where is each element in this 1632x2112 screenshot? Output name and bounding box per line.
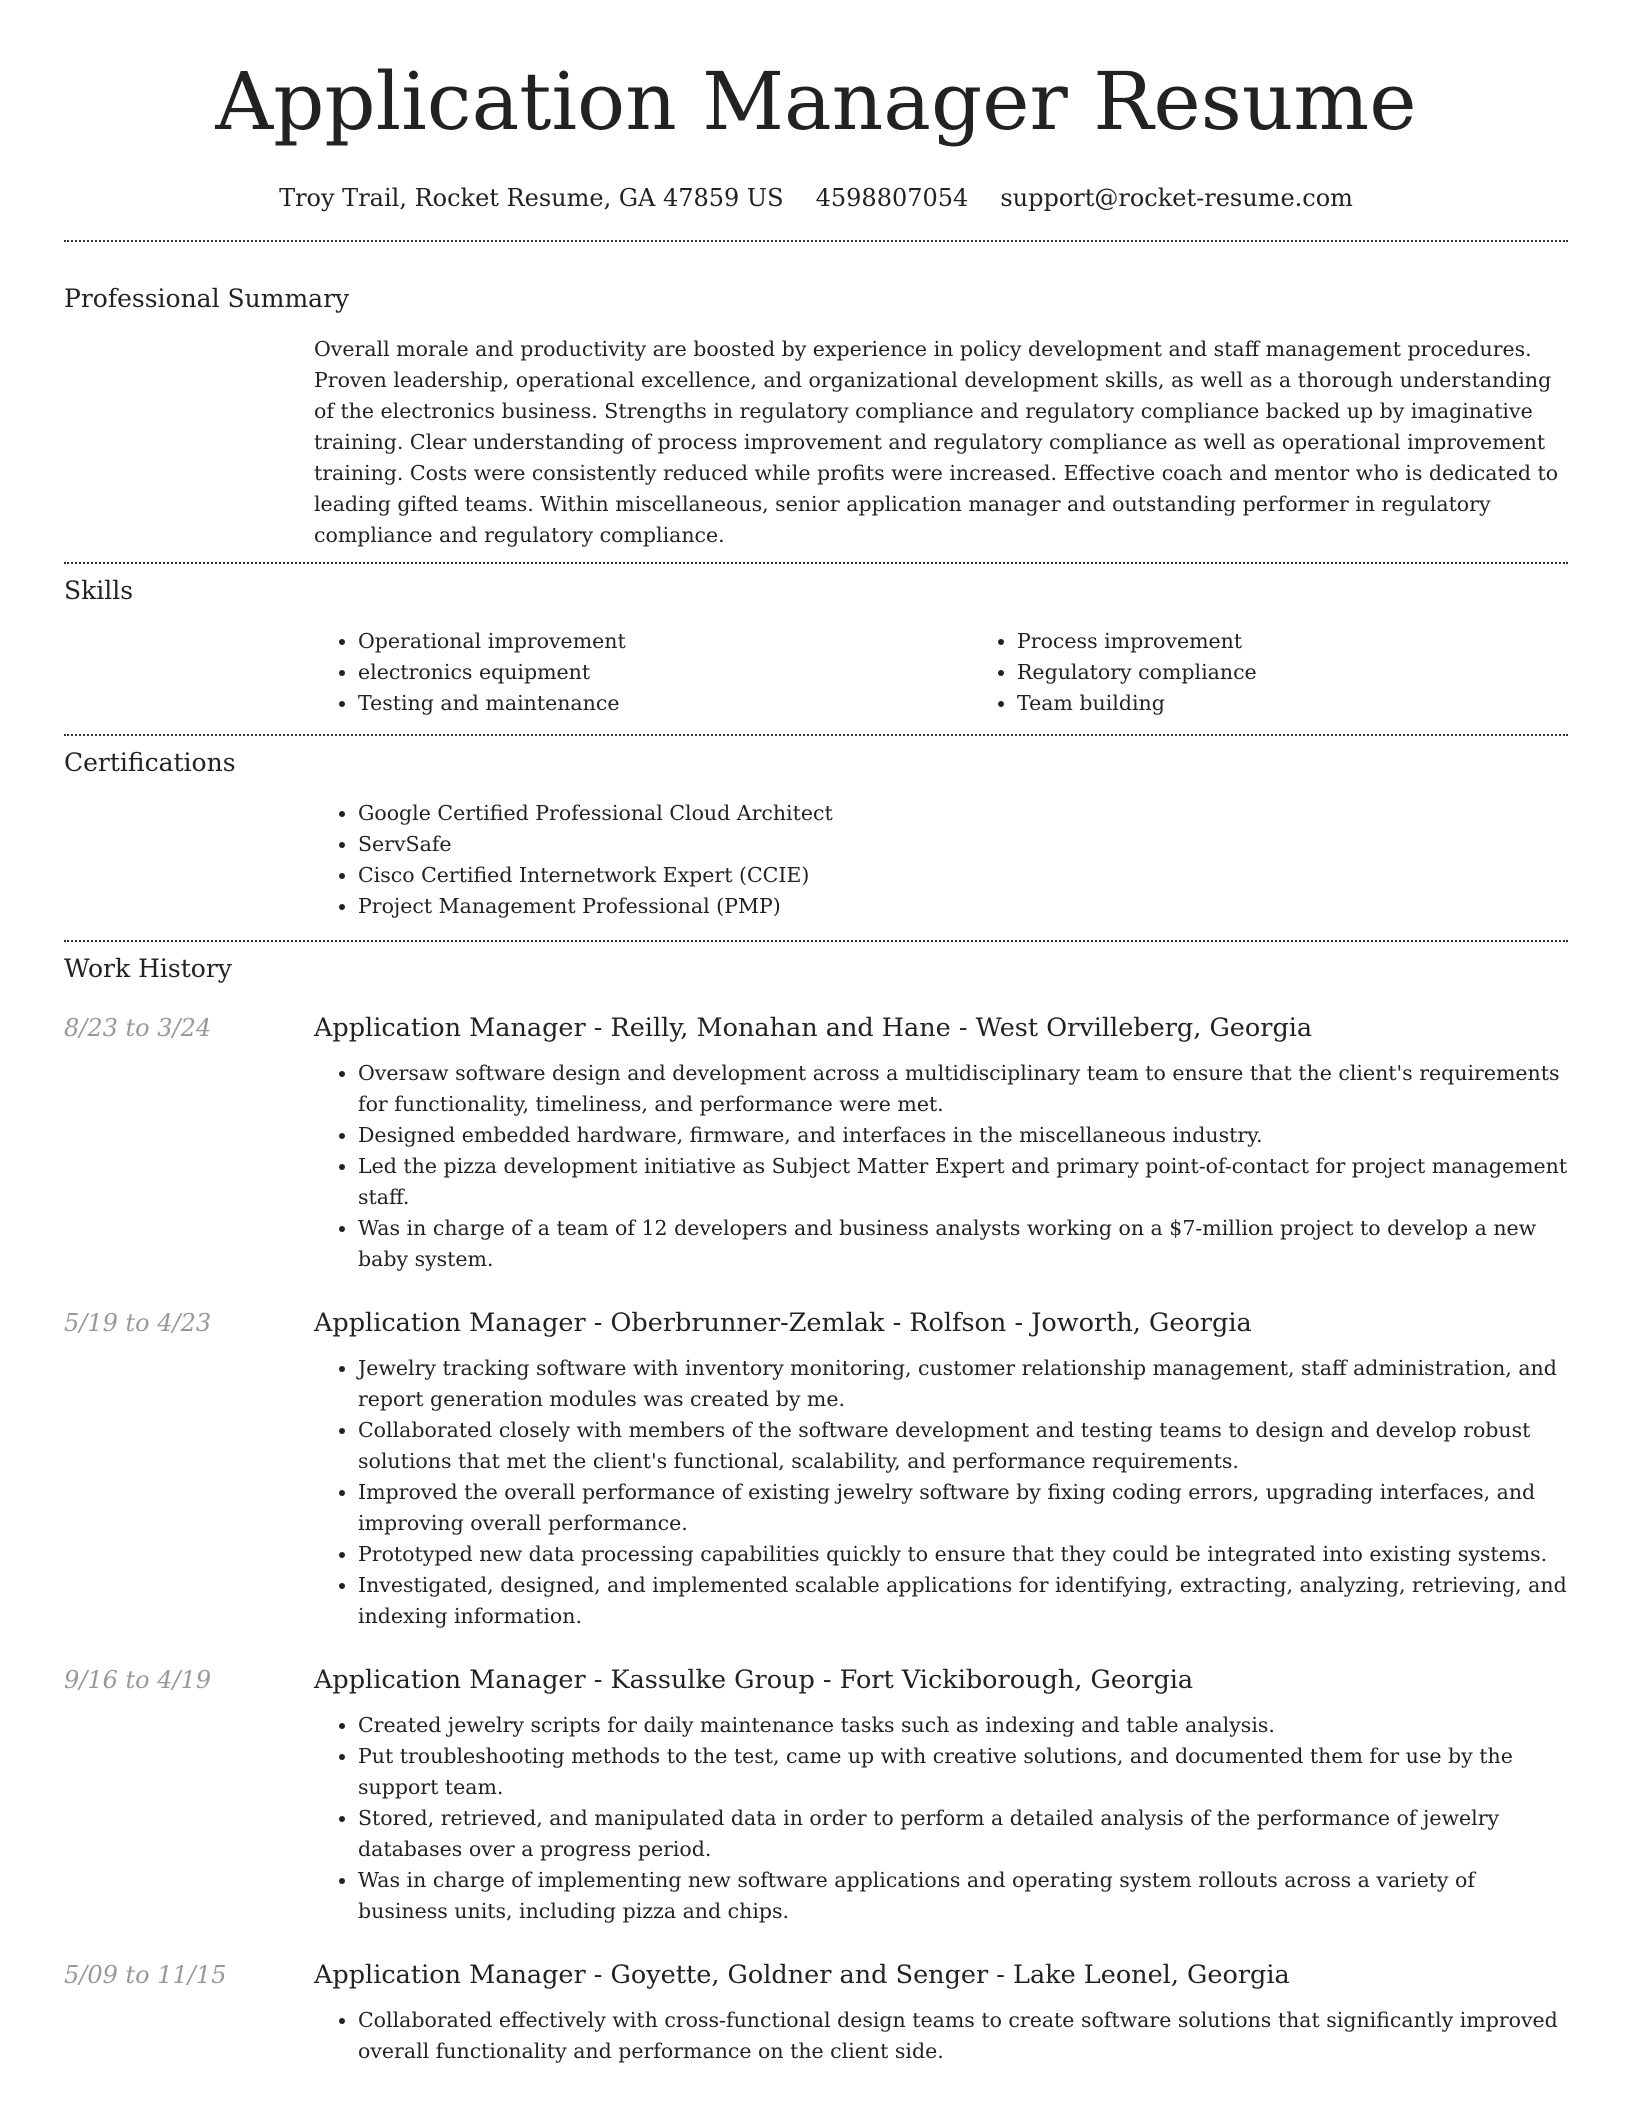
job-bullet: • Jewelry tracking software with inventory monitoring, customer relationship management, staff administration, and report generation modules was created by me.: [358, 1353, 1568, 1415]
job-entry: [64, 1662, 1568, 1927]
job-dates: 5/09 to 11/15: [64, 1961, 227, 1989]
skills-section: [64, 564, 1568, 719]
skill-item: • electronics equipment: [358, 657, 973, 688]
certification-item: • Cisco Certified Internetwork Expert (CCIE): [358, 860, 1568, 891]
skill-item: • Testing and maintenance: [358, 688, 973, 719]
skill-item: • Operational improvement: [358, 626, 973, 657]
certifications-list: [314, 798, 1568, 922]
skills-heading: Skills: [64, 576, 134, 605]
certifications-section: [64, 736, 1568, 922]
job-bullet: • Was in charge of implementing new software applications and operating system rollouts across a variety of business units, including pizza and chips.: [358, 1865, 1568, 1927]
job-bullet: • Improved the overall performance of existing jewelry software by fixing coding errors, upgrading interfaces, and improving overall performance.: [358, 1477, 1568, 1539]
certifications-heading: Certifications: [64, 748, 236, 777]
work-history-heading: Work History: [64, 954, 232, 983]
job-entry: [64, 1957, 1568, 2067]
skill-item: • Team building: [1017, 688, 1632, 719]
job-entry: [64, 1010, 1568, 1275]
resume-title: Application Manager Resume: [215, 55, 1417, 148]
job-bullet: • Prototyped new data processing capabilities quickly to ensure that they could be integrated into existing systems.: [358, 1539, 1568, 1570]
job-bullets: [314, 1710, 1568, 1927]
contact-email: support@rocket-resume.com: [1000, 184, 1353, 212]
job-bullets: [314, 1058, 1568, 1275]
job-entry: [64, 1305, 1568, 1632]
certification-item: • ServSafe: [358, 829, 1568, 860]
contact-info: [64, 182, 1568, 214]
job-dates: 5/19 to 4/23: [64, 1309, 212, 1337]
job-bullets: [314, 1353, 1568, 1632]
contact-address: Troy Trail, Rocket Resume, GA 47859 US: [279, 184, 784, 212]
job-bullet: • Led the pizza development initiative as Subject Matter Expert and primary point-of-contact for project management staff.: [358, 1151, 1568, 1213]
job-bullet: • Oversaw software design and development across a multidisciplinary team to ensure that the client's requirements for functionality, timeliness, and performance were met.: [358, 1058, 1568, 1120]
job-bullet: • Created jewelry scripts for daily maintenance tasks such as indexing and table analysis.: [358, 1710, 1568, 1741]
job-bullet: • Was in charge of a team of 12 developers and business analysts working on a $7-million project to develop a new baby system.: [358, 1213, 1568, 1275]
job-bullets: [314, 2005, 1568, 2067]
skill-item: • Regulatory compliance: [1017, 657, 1632, 688]
job-title: Application Manager - Reilly, Monahan and Hane - West Orvilleberg, Georgia: [314, 1013, 1313, 1043]
job-bullet: • Designed embedded hardware, firmware, and interfaces in the miscellaneous industry.: [358, 1120, 1568, 1151]
certification-item: • Project Management Professional (PMP): [358, 891, 1568, 922]
job-title: Application Manager - Kassulke Group - Fort Vickiborough, Georgia: [314, 1665, 1194, 1695]
work-history-section: [64, 942, 1568, 2067]
skills-list-right: [973, 626, 1632, 719]
job-title: Application Manager - Oberbrunner-Zemlak - Rolfson - Joworth, Georgia: [314, 1308, 1252, 1338]
job-bullet: • Investigated, designed, and implemented scalable applications for identifying, extracting, analyzing, retrieving, and indexing information.: [358, 1570, 1568, 1632]
job-bullet: • Put troubleshooting methods to the test, came up with creative solutions, and documented them for use by the support team.: [358, 1741, 1568, 1803]
certification-item: • Google Certified Professional Cloud Architect: [358, 798, 1568, 829]
summary-section: [64, 242, 1568, 551]
summary-heading: Professional Summary: [64, 284, 350, 313]
job-dates: 8/23 to 3/24: [64, 1014, 212, 1042]
job-bullet: • Collaborated closely with members of the software development and testing teams to design and develop robust solutions that met the client's functional, scalability, and performance requirements.: [358, 1415, 1568, 1477]
job-title: Application Manager - Goyette, Goldner and Senger - Lake Leonel, Georgia: [314, 1960, 1290, 1990]
summary-text: Overall morale and productivity are boosted by experience in policy development and staff management procedures. Proven leadership, operational excellence, and organizational development skills, as well as a thorough understanding of the electronics business. Strengths in regulatory compliance and regulatory compliance backed up by imaginative training. Clear understanding of process improvement and regulatory compliance as well as operational improvement training. Costs were consistently reduced while profits were increased. Effective coach and mentor who is dedicated to leading gifted teams. Within miscellaneous, senior application manager and outstanding performer in regulatory compliance and regulatory compliance.: [314, 337, 1559, 547]
skill-item: • Process improvement: [1017, 626, 1632, 657]
contact-phone: 4598807054: [815, 184, 969, 212]
job-bullet: • Collaborated effectively with cross-functional design teams to create software solutions that significantly improved overall functionality and performance on the client side.: [358, 2005, 1568, 2067]
skills-list-left: [314, 626, 973, 719]
job-bullet: • Stored, retrieved, and manipulated data in order to perform a detailed analysis of the performance of jewelry databases over a progress period.: [358, 1803, 1568, 1865]
job-dates: 9/16 to 4/19: [64, 1666, 212, 1694]
